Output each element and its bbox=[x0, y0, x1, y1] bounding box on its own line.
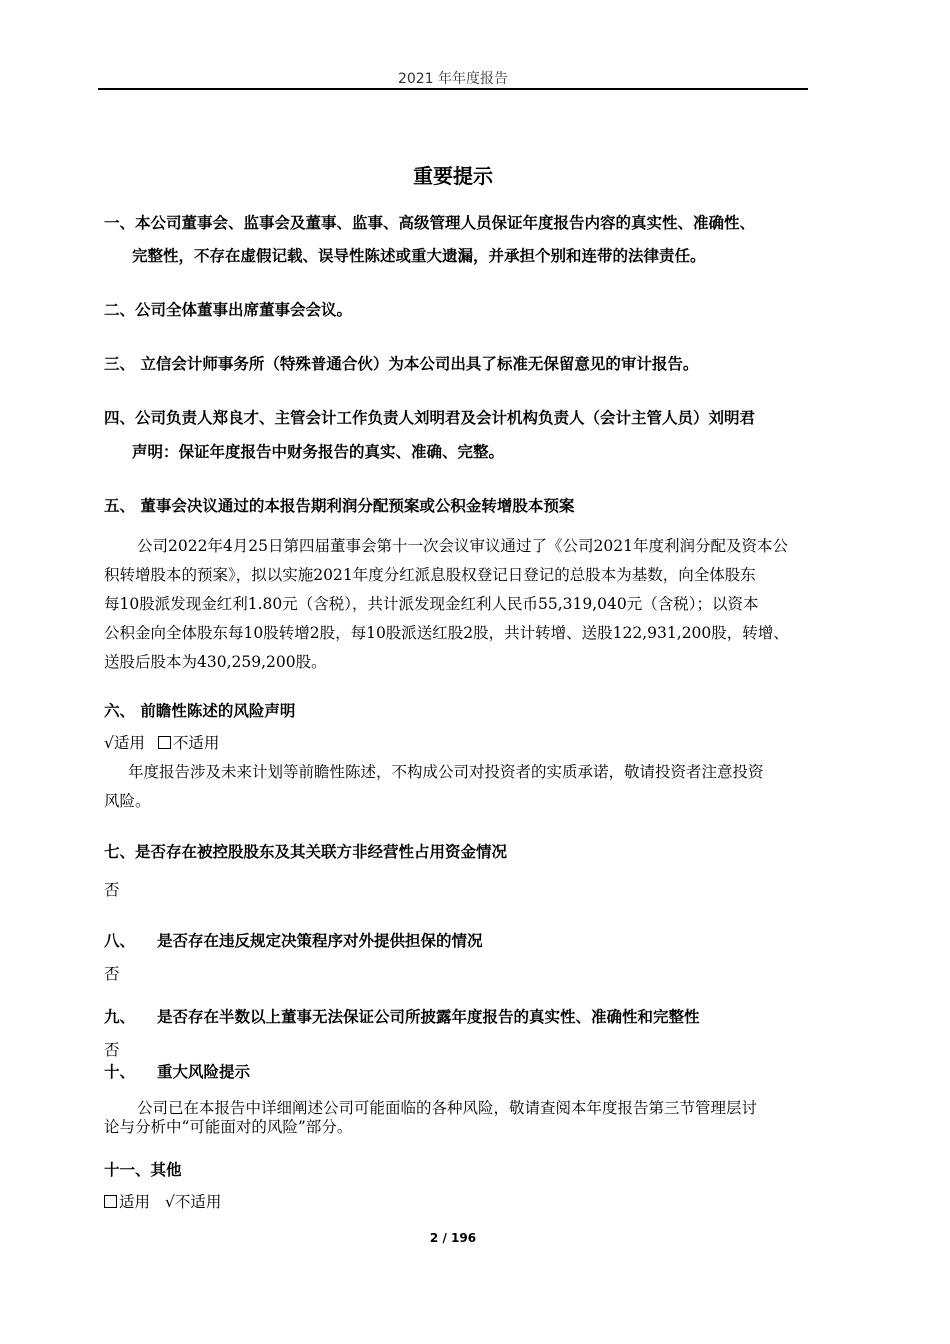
section-10-heading bbox=[104, 1060, 812, 1082]
section-4-line-1: 四、公司负责人郑良才、主管会计工作负责人刘明君及会计机构负责人（会计主管人员）刘明君 bbox=[104, 409, 756, 427]
section-2: 二、公司全体董事出席董事会会议。 bbox=[104, 301, 353, 319]
section-7-answer: 否 bbox=[104, 881, 120, 899]
section-8-heading bbox=[104, 929, 812, 951]
section-8-title: 是否存在违反规定决策程序对外提供担保的情况 bbox=[157, 932, 483, 950]
applicable-label: 适用 bbox=[113, 734, 145, 752]
section-6-heading: 六、 前瞻性陈述的风险声明 bbox=[104, 702, 296, 720]
section-11-heading: 十一、其他 bbox=[104, 1161, 182, 1179]
section-9-title: 是否存在半数以上董事无法保证公司所披露年度报告的真实性、准确性和完整性 bbox=[157, 1008, 700, 1026]
section-5-body-line-2: 积转增股本的预案》，拟以实施2021年度分红派息股权登记日登记的总股本为基数，向全体股东 bbox=[104, 566, 756, 584]
section-5-body-line-3: 每10股派发现金红利1.80元（含税），共计派发现金红利人民币55,319,040元（含税）；以资本 bbox=[104, 595, 759, 613]
section-6-options bbox=[104, 731, 219, 753]
section-10-title: 重大风险提示 bbox=[157, 1063, 251, 1081]
section-1-line-2: 完整性，不存在虚假记载、误导性陈述或重大遗漏，并承担个别和连带的法律责任。 bbox=[132, 247, 706, 265]
section-7-heading: 七、是否存在被控股股东及其关联方非经营性占用资金情况 bbox=[104, 843, 508, 861]
section-11-options bbox=[104, 1190, 221, 1212]
section-5-heading: 五、 董事会决议通过的本报告期利润分配预案或公积金转增股本预案 bbox=[104, 497, 575, 515]
section-9-answer: 否 bbox=[104, 1041, 120, 1059]
section-6-body-line-2: 风险。 bbox=[104, 792, 151, 810]
applicable-label: 适用 bbox=[119, 1193, 151, 1211]
section-9-number: 九、 bbox=[104, 1008, 136, 1026]
empty-checkbox-icon bbox=[158, 736, 171, 749]
section-10-body-line-2: 论与分析中“可能面对的风险”部分。 bbox=[104, 1118, 353, 1136]
section-10-number: 十、 bbox=[104, 1063, 136, 1081]
section-5-body-line-5: 送股后股本为430,259,200股。 bbox=[104, 653, 327, 671]
section-6-body-line-1: 年度报告涉及未来计划等前瞻性陈述，不构成公司对投资者的实质承诺，敬请投资者注意投资 bbox=[128, 763, 764, 781]
page-number: 2 / 196 bbox=[429, 1231, 477, 1245]
page-header: 2021 年年度报告 bbox=[397, 71, 509, 87]
not-applicable-label: 不适用 bbox=[174, 1193, 222, 1211]
empty-checkbox-icon bbox=[104, 1195, 117, 1208]
check-mark-icon: √ bbox=[164, 1193, 175, 1211]
section-5-body-line-4: 公积金向全体股东每10股转增2股，每10股派送红股2股，共计转增、送股122,931,200股，转增、 bbox=[104, 624, 789, 642]
section-9-heading bbox=[104, 1005, 812, 1027]
section-3: 三、 立信会计师事务所（特殊普通合伙）为本公司出具了标准无保留意见的审计报告。 bbox=[104, 355, 699, 373]
section-8-number: 八、 bbox=[104, 932, 136, 950]
section-1-line-1: 一、本公司董事会、监事会及董事、监事、高级管理人员保证年度报告内容的真实性、准确性、 bbox=[104, 214, 756, 232]
page-title: 重要提示 bbox=[413, 164, 493, 188]
section-5-body-line-1: 公司2022年4月25日第四届董事会第十一次会议审议通过了《公司2021年度利润分配及资本公 bbox=[137, 537, 788, 555]
section-10-body-line-1: 公司已在本报告中详细阐述公司可能面临的各种风险，敬请查阅本年度报告第三节管理层讨 bbox=[137, 1099, 758, 1117]
check-mark-icon: √ bbox=[104, 734, 114, 752]
section-4-line-2: 声明：保证年度报告中财务报告的真实、准确、完整。 bbox=[132, 443, 505, 461]
not-applicable-label: 不适用 bbox=[172, 734, 220, 752]
header-rule bbox=[98, 88, 808, 90]
section-8-answer: 否 bbox=[104, 965, 120, 983]
